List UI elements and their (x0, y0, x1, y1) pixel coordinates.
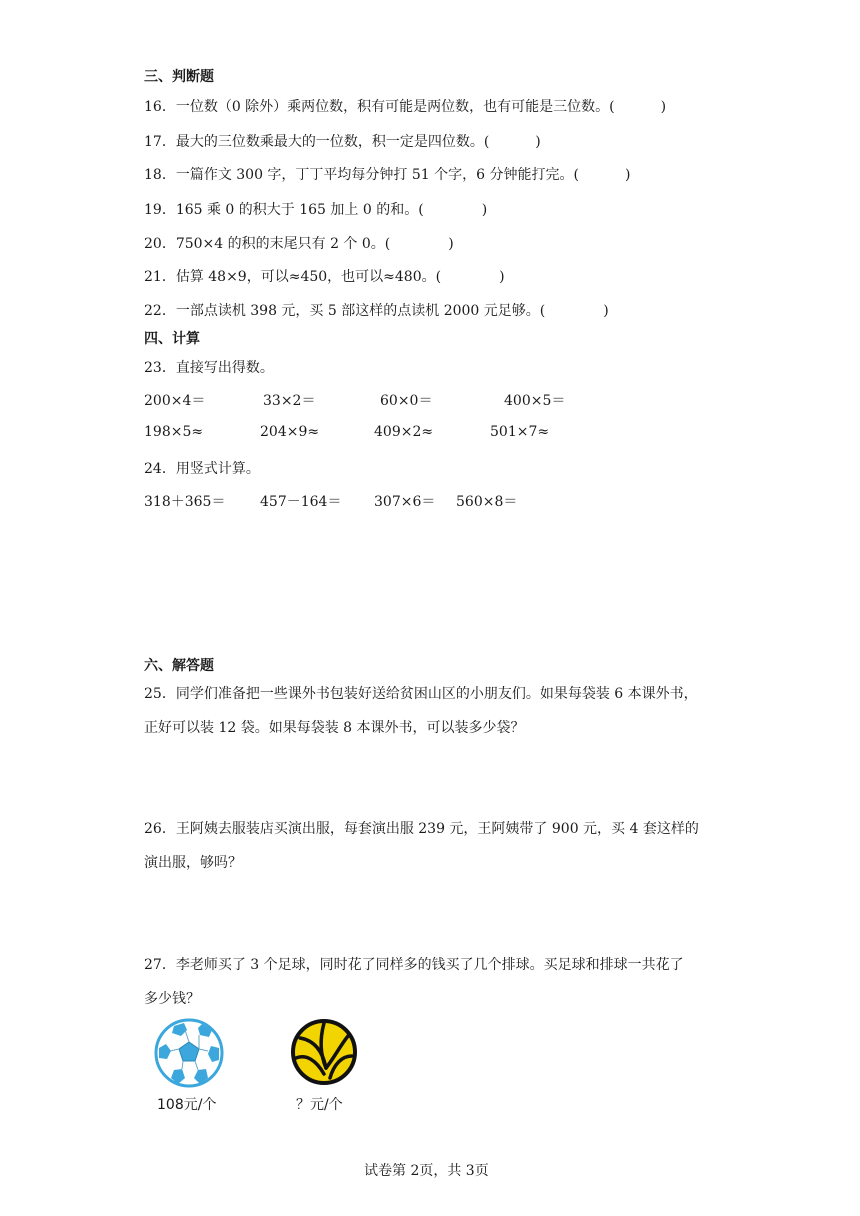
q23-row2-item4: 501×7≈ (490, 424, 550, 440)
judge-item-close: ) (499, 269, 505, 285)
q24-item2: 457－164＝ (260, 494, 342, 510)
judge-item-text: 17．最大的三位数乘最大的一位数，积一定是四位数。( (144, 134, 490, 150)
q26-line2: 演出服，够吗？ (144, 855, 242, 871)
volleyball-icon (290, 1018, 358, 1086)
judge-item-close: ) (624, 167, 631, 183)
judge-item-text: 20．750×4 的积的末尾只有 2 个 0。( (144, 236, 391, 252)
judge-item-text: 21．估算 48×9，可以≈450，也可以≈480。( (144, 269, 442, 285)
q24-item4: 560×8＝ (456, 494, 518, 510)
judge-item-19 (144, 199, 487, 219)
judge-item-text: 16．一位数（0 除外）乘两位数，积有可能是两位数，也有可能是三位数。( (144, 99, 615, 115)
judge-item-16 (144, 96, 666, 116)
section-heading-calc: 四、计算 (144, 331, 200, 347)
q27-line1: 27．李老师买了 3 个足球，同时花了同样多的钱买了几个排球。买足球和排球一共花了 (144, 957, 684, 973)
q24-title: 24．用竖式计算。 (144, 461, 260, 477)
section-heading-solve: 六、解答题 (144, 658, 214, 674)
q25-line1: 25．同学们准备把一些课外书包装好送给贫困山区的小朋友们。如果每袋装 6 本课外书， (144, 686, 698, 702)
page-footer: 试卷第 2页，共 3页 (364, 1163, 489, 1179)
judge-item-close: ) (535, 134, 541, 150)
soccer-ball-icon (154, 1018, 224, 1088)
judge-item-text: 19．165 乘 0 的积大于 165 加上 0 的和。( (144, 202, 424, 218)
q23-row1-item4: 400×5＝ (504, 393, 566, 409)
judge-item-text: 22．一部点读机 398 元，买 5 部这样的点读机 2000 元足够。( (144, 303, 546, 319)
q23-title: 23．直接写出得数。 (144, 360, 274, 376)
q24-item1: 318＋365＝ (144, 494, 226, 510)
q23-row2-item2: 204×9≈ (260, 424, 320, 440)
judge-item-close: ) (448, 236, 454, 252)
judge-item-17 (144, 131, 541, 151)
judge-item-18 (144, 164, 630, 184)
judge-item-21 (144, 266, 505, 286)
q25-line2: 正好可以装 12 袋。如果每袋装 8 本课外书，可以装多少袋？ (144, 720, 525, 736)
q23-row1-item1: 200×4＝ (144, 393, 206, 409)
q23-row1-item3: 60×0＝ (380, 393, 433, 409)
judge-item-20 (144, 233, 454, 253)
q27-line2: 多少钱？ (144, 991, 200, 1007)
q26-line1: 26．王阿姨去服装店买演出服，每套演出服 239 元，王阿姨带了 900 元，买 4 套这样的 (144, 821, 699, 837)
q24-item3: 307×6＝ (374, 494, 436, 510)
section-heading-judge: 三、判断题 (144, 69, 214, 85)
judge-item-close: ) (660, 99, 667, 115)
judge-item-text: 18．一篇作文 300 字，丁丁平均每分钟打 51 个字，6 分钟能打完。( (144, 167, 579, 183)
judge-item-close: ) (603, 303, 609, 319)
soccer-price-label: 108元/个 (157, 1097, 217, 1113)
q23-row2-item1: 198×5≈ (144, 424, 204, 440)
judge-item-close: ) (481, 202, 488, 218)
q23-row1-item2: 33×2＝ (263, 393, 316, 409)
volleyball-price-label: ？元/个 (296, 1097, 343, 1113)
judge-item-22 (144, 300, 609, 320)
q23-row2-item3: 409×2≈ (374, 424, 434, 440)
